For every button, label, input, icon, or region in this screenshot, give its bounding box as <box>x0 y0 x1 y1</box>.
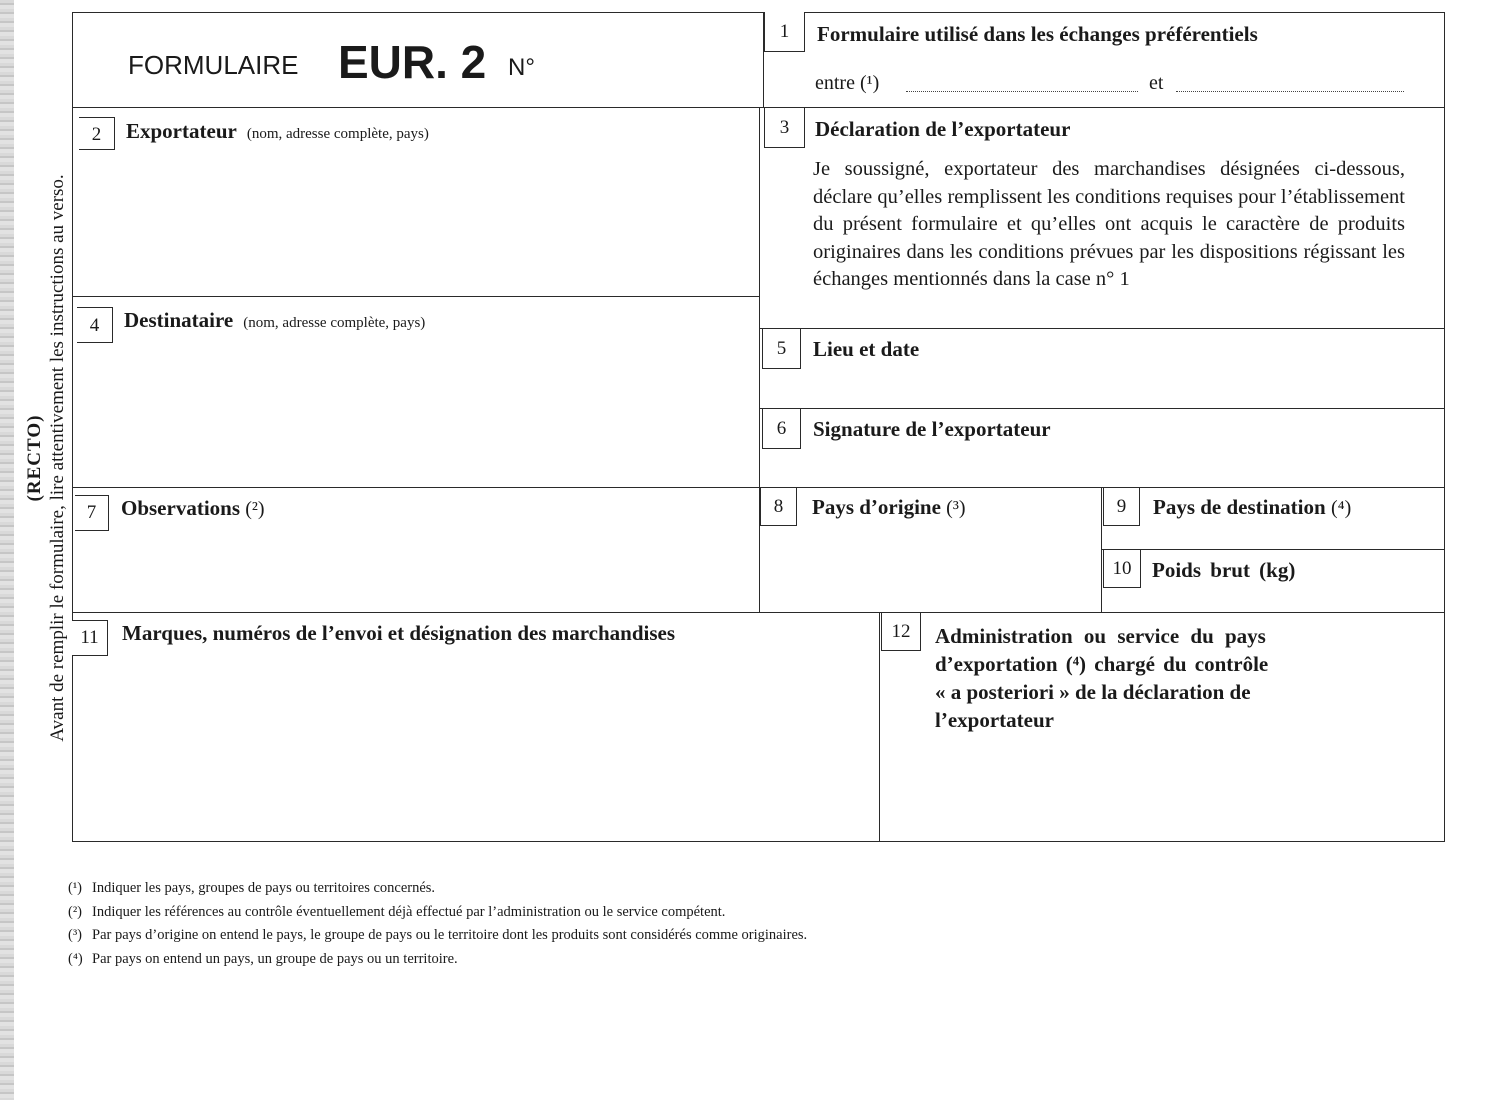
box-2-hint: (nom, adresse complète, pays) <box>246 126 429 142</box>
box-2-title: Exportateur (nom, adresse complète, pays) <box>126 119 429 143</box>
footnote-1: (¹) Indiquer les pays, groupes de pays ou territoires concernés. <box>68 880 436 896</box>
destination-country-field[interactable] <box>1145 527 1435 547</box>
box-4-title: Destinataire (nom, adresse complète, pays) <box>124 308 426 332</box>
box-1-title: Formulaire utilisé dans les échanges préférentiels <box>817 22 1258 46</box>
consignee-field[interactable] <box>80 345 750 480</box>
box-9-title: Pays de destination (⁴) <box>1153 495 1352 519</box>
box-6-title: Signature de l’exportateur <box>813 417 1051 441</box>
observations-field[interactable] <box>80 535 750 607</box>
divider <box>759 408 1445 409</box>
box-4-number: 4 <box>77 307 113 343</box>
exporter-field[interactable] <box>80 155 750 290</box>
origin-country-field[interactable] <box>770 535 1090 607</box>
box-8-title: Pays d’origine (³) <box>812 495 966 519</box>
box-8-number: 8 <box>760 488 797 526</box>
box-7-number: 7 <box>75 495 109 531</box>
divider <box>1101 549 1445 550</box>
box-2-number: 2 <box>79 117 115 150</box>
footnotes <box>68 877 807 971</box>
form-name: EUR. 2 <box>338 36 487 88</box>
box-12-number: 12 <box>881 613 921 651</box>
divider <box>72 296 760 297</box>
divider <box>879 612 880 842</box>
footnote-ref: (¹) <box>859 72 880 94</box>
instruction-text: Avant de remplir le formulaire, lire attentivement les instructions au verso. <box>47 174 68 742</box>
box-7-title: Observations (²) <box>121 496 265 520</box>
place-date-field[interactable] <box>800 372 1430 404</box>
box-1-et: et <box>1149 72 1164 94</box>
box-10-title: Poids brut (kg) <box>1152 558 1296 582</box>
divider <box>1101 487 1102 613</box>
box-9-number: 9 <box>1103 488 1140 526</box>
box-1-entre: entre (¹) <box>815 72 880 94</box>
box-12-title: Administration ou service du pays d’exportation (⁴) chargé du contrôle « a posteriori » de la déclaration de l’exportateur <box>935 624 1269 732</box>
goods-description-field[interactable] <box>80 660 870 835</box>
box-11-title: Marques, numéros de l’envoi et désignation des marchandises <box>122 621 676 645</box>
box-6-number: 6 <box>762 409 801 449</box>
footnote-ref: (²) <box>245 498 265 520</box>
divider <box>759 107 760 613</box>
divider <box>72 612 1445 613</box>
country-b-field[interactable] <box>1176 91 1404 92</box>
box-1-number: 1 <box>764 12 805 52</box>
scan-edge <box>0 0 14 1100</box>
box-11-number: 11 <box>72 620 108 656</box>
box-4-hint: (nom, adresse complète, pays) <box>243 315 426 331</box>
box-3-title: Déclaration de l’exportateur <box>815 117 1071 141</box>
footnote-ref: (⁴) <box>1330 497 1352 519</box>
signature-field[interactable] <box>800 452 1430 484</box>
divider <box>759 328 1445 329</box>
form-number-label: N° <box>508 54 535 81</box>
box-5-title: Lieu et date <box>813 337 920 361</box>
recto-label: (RECTO) <box>24 414 45 502</box>
box-5-number: 5 <box>762 329 801 369</box>
box-10-number: 10 <box>1103 550 1141 588</box>
declaration-text: Je soussigné, exportateur des marchandises désignées ci-dessous, déclare qu’elles remplissent les conditions requises pour l’établissement du présent formulaire et qu’elles ont acquis le caractère de produits originaires dans les conditions prévues par les dispositions régissant les échanges mentionnés dans la case n° 1 <box>813 158 1405 290</box>
footnote-4: (⁴) Par pays on entend un pays, un groupe de pays ou un territoire. <box>68 950 458 967</box>
box-3-number: 3 <box>764 108 805 148</box>
divider <box>72 487 1445 488</box>
gross-weight-field[interactable] <box>1145 590 1435 610</box>
footnote-ref: (³) <box>946 497 966 519</box>
footnote-2: (²) Indiquer les références au contrôle éventuellement déjà effectué par l’administration ou le service compétent. <box>68 903 726 920</box>
country-a-field[interactable] <box>906 91 1138 92</box>
control-authority-field[interactable] <box>890 740 1435 835</box>
form-prefix: FORMULAIRE <box>128 50 299 80</box>
footnote-3: (³) Par pays d’origine on entend le pays, le groupe de pays ou le territoire dont les produits sont considérés comme originaires. <box>68 927 808 943</box>
